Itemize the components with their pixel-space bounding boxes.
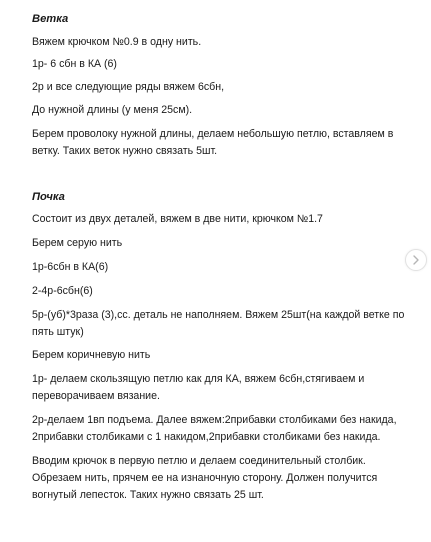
text-line: 1р-6сбн в КА(6) [32,261,109,273]
text-line: 5р-(уб)*3раза (3),сс. деталь не наполняем. Вяжем 25шт(на каждой ветке по [32,309,405,321]
text-line: Вяжем крючком №0.9 в одну нить. [32,36,202,48]
text-line: 2-4р-6сбн(6) [32,285,93,297]
text-line: 2прибавки столбиками с 1 накидом,2прибавки столбиками без накида. [32,431,381,443]
text-line: Состоит из двух деталей, вяжем в две нити, крючком №1.7 [32,213,323,225]
text-line: Обрезаем нить, прячем ее на изнаночную сторону. Должен получится [32,472,378,484]
chevron-right-icon [412,255,420,265]
text-line: Берем коричневую нить [32,349,151,361]
text-line: До нужной длины (у меня 25см). [32,104,193,116]
text-line: Вводим крючок в первую петлю и делаем соединительный столбик. [32,455,366,467]
text-line: 1р- 6 сбн в КА (6) [32,58,117,70]
text-line: 2р-делаем 1вп подъема. Далее вяжем:2прибавки столбиками без накида, [32,414,397,426]
text-line: Берем проволоку нужной длины, делаем небольшую петлю, вставляем в [32,128,394,140]
text-line: пять штук) [32,326,84,338]
next-slide-button[interactable] [405,249,427,271]
section-title-vetka: Ветка [32,13,69,25]
text-line: 2р и все следующие ряды вяжем 6сбн, [32,81,225,93]
text-line: Берем серую нить [32,237,123,249]
text-line: ветку. Таких веток нужно связать 5шт. [32,145,218,157]
text-line: переворачиваем вязание. [32,390,160,402]
section-title-pochka: Почка [32,191,65,203]
text-line: 1р- делаем скользящую петлю как для КА, вяжем 6сбн,стягиваем и [32,373,365,385]
text-line: вогнутый лепесток. Таких нужно связать 25 шт. [32,489,264,501]
